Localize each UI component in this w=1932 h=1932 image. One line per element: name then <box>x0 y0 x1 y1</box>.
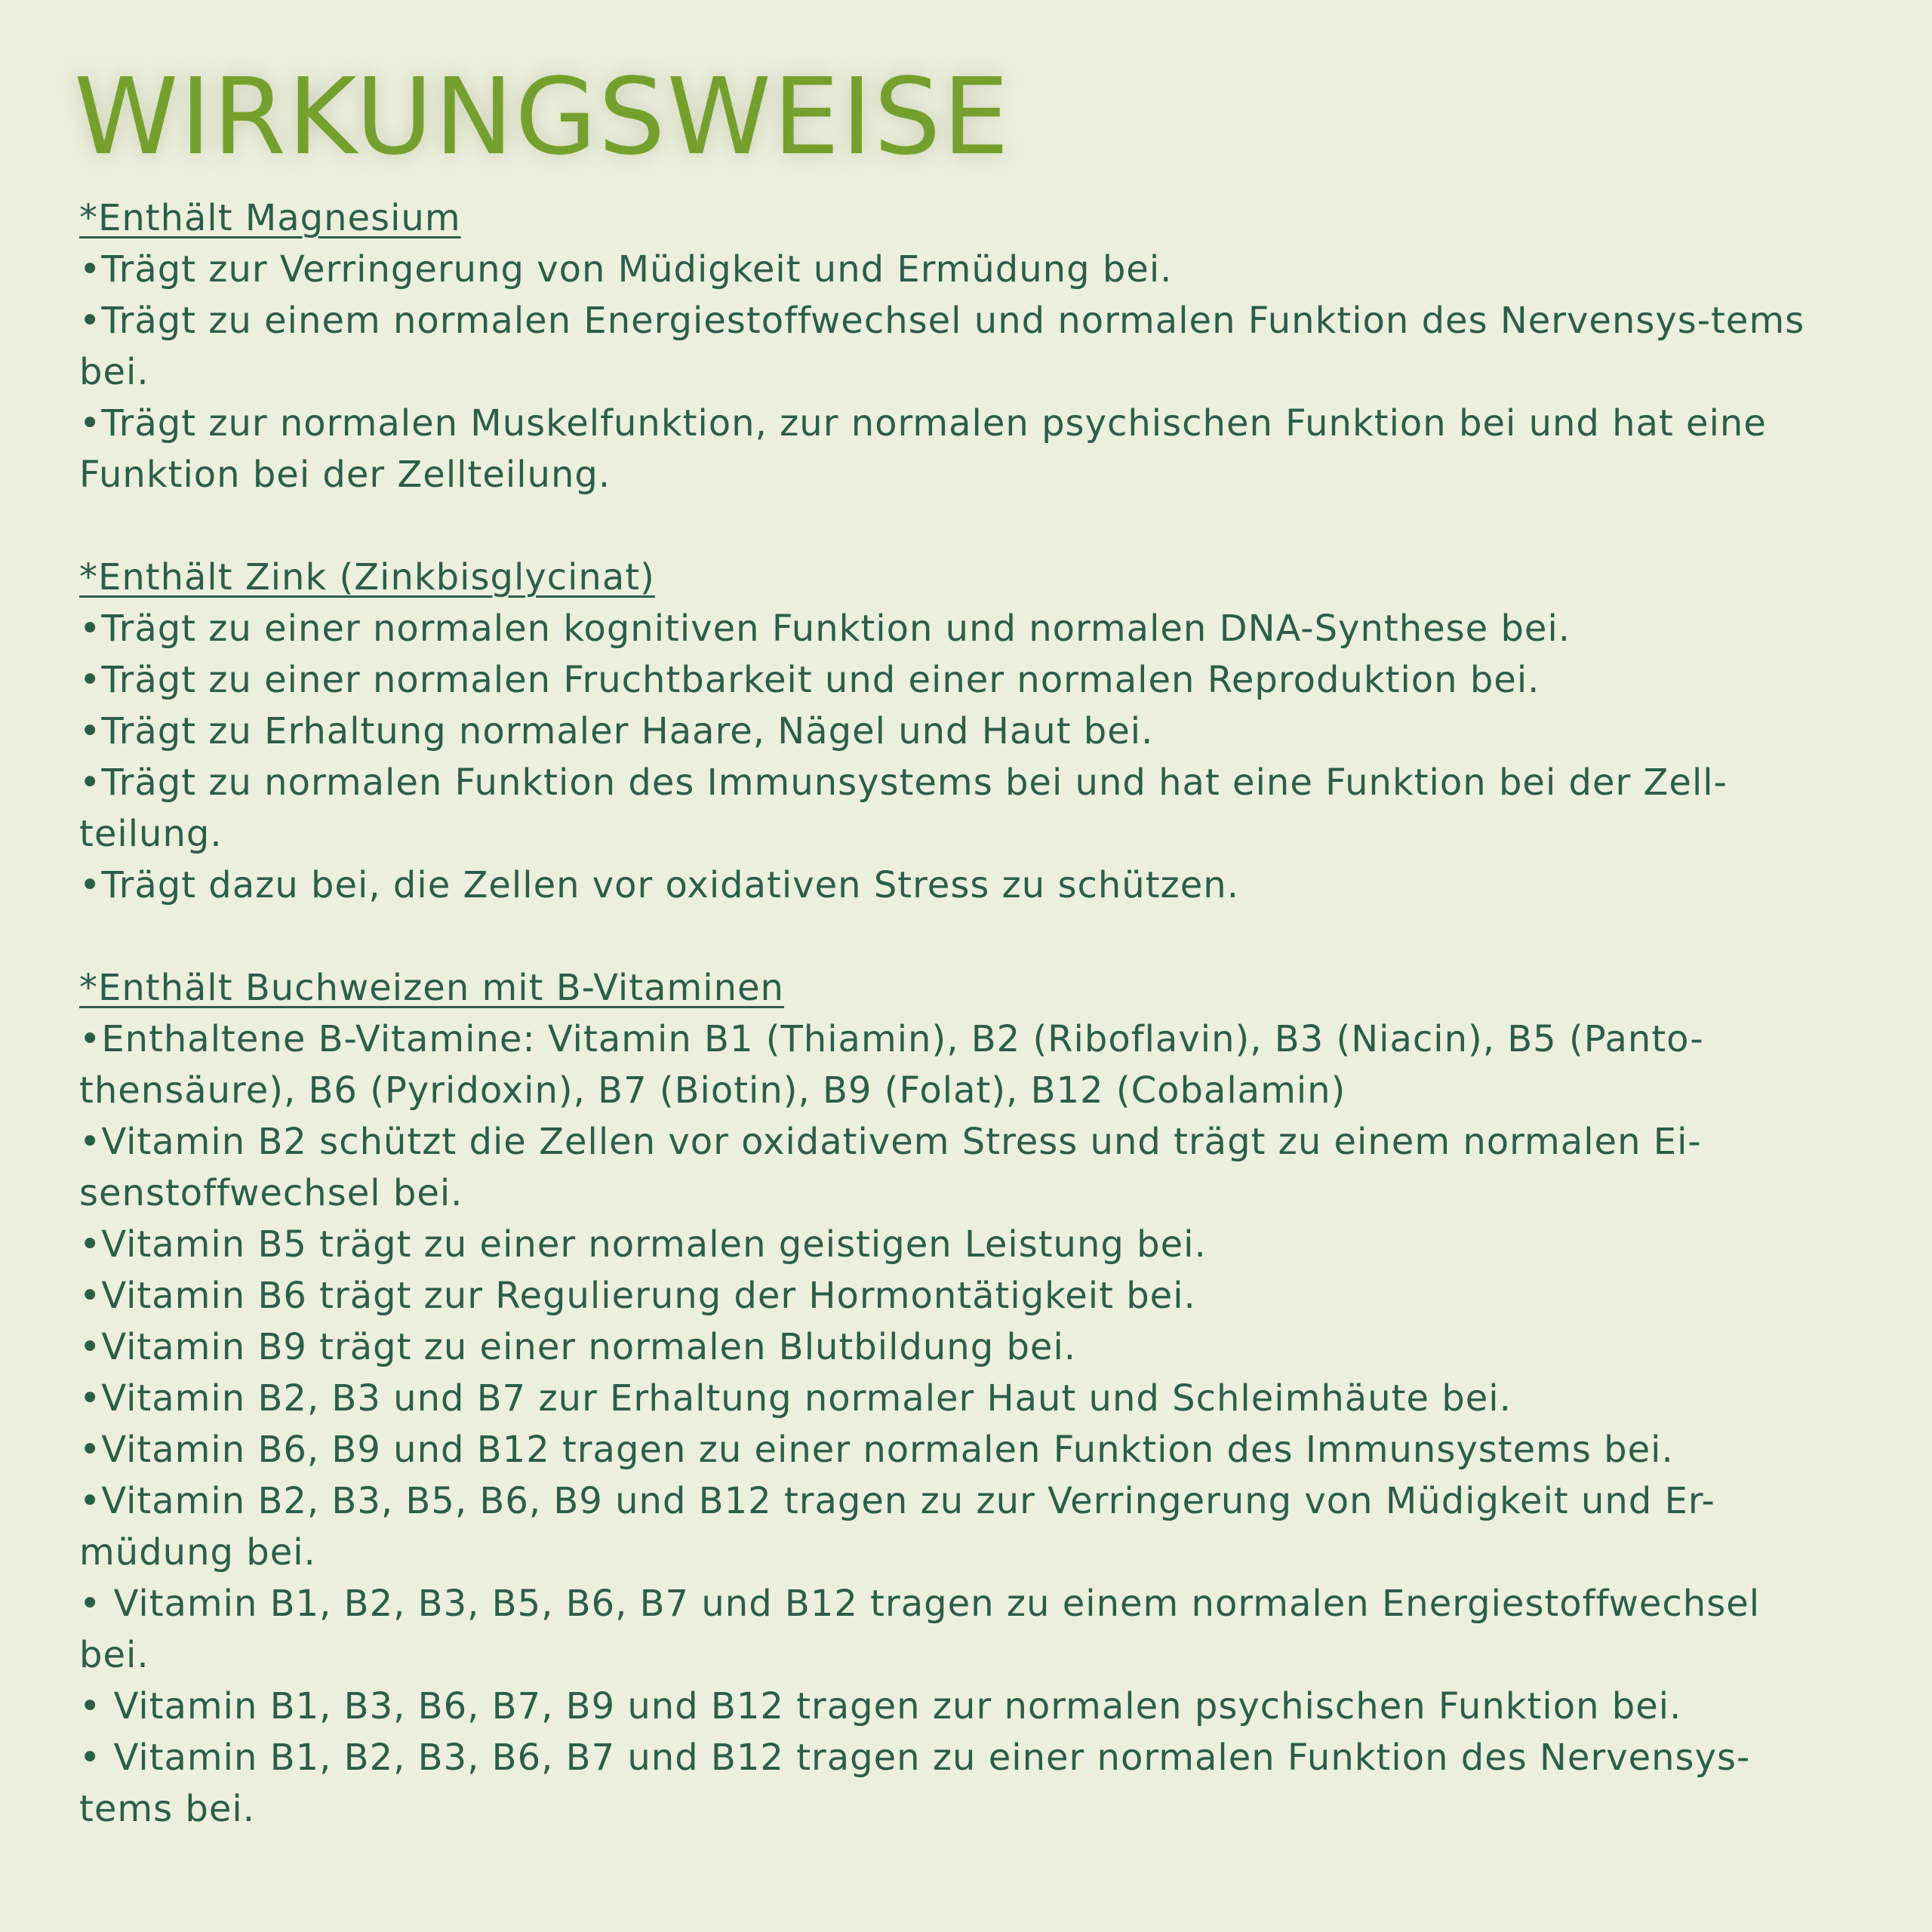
bullet-list-magnesium <box>79 244 1830 500</box>
content-body <box>79 192 1830 1886</box>
list-item: • Vitamin B1, B3, B6, B7, B9 und B12 tragen zur normalen psychischen Funktion bei. <box>79 1685 1682 1727</box>
list-item: • Vitamin B1, B2, B3, B5, B6, B7 und B12 tragen zu einem normalen Energiestoffwechsel bei. <box>79 1583 1761 1676</box>
list-item: •Vitamin B9 trägt zu einer normalen Blutbildung bei. <box>79 1326 1077 1368</box>
section-b-vitamins <box>79 962 1830 1835</box>
page-title: WIRKUNGSWEISE <box>74 56 1011 179</box>
list-item: •Trägt zu einer normalen Fruchtbarkeit und einer normalen Reproduktion bei. <box>79 659 1540 701</box>
list-item: •Enthaltene B-Vitamine: Vitamin B1 (Thiamin), B2 (Riboflavin), B3 (Niacin), B5 (Panto-thensäure), B6 (Pyridoxin), B7 (Biotin), B9 (Folat), B12 (Cobalamin) <box>79 1018 1704 1112</box>
bullet-list-b-vitamins <box>79 1014 1830 1835</box>
list-item: •Trägt dazu bei, die Zellen vor oxidativen Stress zu schützen. <box>79 864 1239 906</box>
list-item: •Vitamin B5 trägt zu einer normalen geistigen Leistung bei. <box>79 1223 1207 1266</box>
list-item: •Vitamin B6, B9 und B12 tragen zu einer normalen Funktion des Immunsystems bei. <box>79 1429 1674 1471</box>
list-item: •Vitamin B2, B3, B5, B6, B9 und B12 tragen zu zur Verringerung von Müdigkeit und Er-müdung bei. <box>79 1480 1715 1574</box>
list-item: •Trägt zur normalen Muskelfunktion, zur normalen psychischen Funktion bei und hat eine Funktion bei der Zellteilung. <box>79 402 1767 496</box>
list-item: •Vitamin B2, B3 und B7 zur Erhaltung normaler Haut und Schleimhäute bei. <box>79 1377 1512 1420</box>
list-item: •Trägt zu einer normalen kognitiven Funktion und normalen DNA-Synthese bei. <box>79 608 1571 650</box>
section-heading-zinc: *Enthält Zink (Zinkbisglycinat) <box>79 556 655 598</box>
section-magnesium <box>79 192 1830 500</box>
list-item: •Trägt zu einem normalen Energiestoffwechsel und normalen Funktion des Nervensys-tems bei. <box>79 300 1805 393</box>
section-heading-magnesium: *Enthält Magnesium <box>79 197 461 239</box>
list-item: •Trägt zu normalen Funktion des Immunsystems bei und hat eine Funktion bei der Zell-teilung. <box>79 761 1727 855</box>
list-item: •Vitamin B2 schützt die Zellen vor oxidativem Stress und trägt zu einem normalen Ei-senstoffwechsel bei. <box>79 1121 1702 1214</box>
bullet-list-zinc <box>79 603 1830 911</box>
list-item: •Trägt zu Erhaltung normaler Haare, Nägel und Haut bei. <box>79 710 1154 752</box>
list-item: •Trägt zur Verringerung von Müdigkeit und Ermüdung bei. <box>79 248 1173 291</box>
list-item: • Vitamin B1, B2, B3, B6, B7 und B12 tragen zu einer normalen Funktion des Nervensys-tems bei. <box>79 1737 1751 1830</box>
section-zinc <box>79 552 1830 911</box>
section-heading-b-vitamins: *Enthält Buchweizen mit B-Vitaminen <box>79 967 784 1009</box>
list-item: •Vitamin B6 trägt zur Regulierung der Hormontätigkeit bei. <box>79 1275 1196 1317</box>
